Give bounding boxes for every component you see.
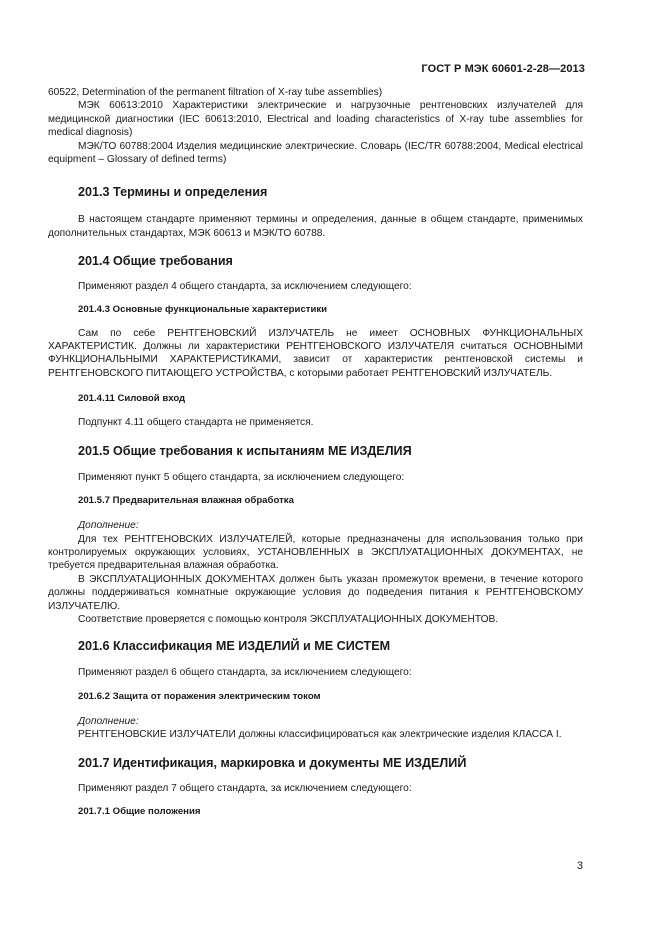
- reference-text: МЭК/ТО 60788:2004 Изделия медицинские электрические. Словарь (IEC/TR 60788:2004, Medical electrical equipment – Glossary of defined terms): [48, 140, 583, 166]
- paragraph: Применяют пункт 5 общего стандарта, за исключением следующего:: [78, 471, 405, 483]
- reference-text: 60522, Determination of the permanent filtration of X-ray tube assemblies): [48, 87, 383, 98]
- paragraph: Применяют раздел 6 общего стандарта, за исключением следующего:: [78, 667, 412, 679]
- paragraph: Сам по себе РЕНТГЕНОВСКИЙ ИЗЛУЧАТЕЛЬ не имеет ОСНОВНЫХ ФУНКЦИОНАЛЬНЫХ ХАРАКТЕРИСТИК. Должны ли характеристики РЕНТГЕНОВСКОГО ИЗЛУЧАТЕЛЯ считаться ОСНОВНЫМИ ФУНКЦИОНАЛЬНЫМИ ХАРАКТЕРИСТИКАМИ, зависит от характеристик рентгеновской системы и РЕНТГЕНОВСКОГО ПИТАЮЩЕГО УСТРОЙСТВА, с которыми работает РЕНТГЕНОВСКИЙ ИЗЛУЧАТЕЛЬ.: [48, 327, 583, 379]
- paragraph: В ЭКСПЛУАТАЦИОННЫХ ДОКУМЕНТАХ должен быть указан промежуток времени, в течение которого должны поддерживаться комнатные окружающие условия до подведения питания к РЕНТГЕНОВСКОМУ ИЗЛУЧАТЕЛЮ.: [48, 573, 583, 612]
- paragraph: В настоящем стандарте применяют термины и определения, данные в общем стандарте, применимых дополнительных стандартах, МЭК 60613 и МЭК/ТО 60788.: [48, 214, 583, 239]
- paragraph: Соответствие проверяется с помощью контроля ЭКСПЛУАТАЦИОННЫХ ДОКУМЕНТОВ.: [78, 613, 499, 625]
- subsection-heading-201-4-11: 201.4.11 Силовой вход: [78, 393, 186, 405]
- subsection-heading-201-7-1: 201.7.1 Общие положения: [78, 805, 201, 817]
- paragraph: Применяют раздел 7 общего стандарта, за исключением следующего:: [78, 782, 412, 794]
- paragraph: Для тех РЕНТГЕНОВСКИХ ИЗЛУЧАТЕЛЕЙ, которые предназначены для использования только при контролируемых окружающих условиях, УСТАНОВЛЕННЫХ в ЭКСПЛУАТАЦИОННЫХ ДОКУМЕНТАХ, не требуется предварительная влажная обработка.: [48, 533, 583, 572]
- subsection-heading-201-6-2: 201.6.2 Защита от поражения электрическим током: [78, 690, 321, 702]
- section-heading-201-5: 201.5 Общие требования к испытаниям МЕ ИЗДЕЛИЯ: [78, 443, 412, 458]
- paragraph: Применяют раздел 4 общего стандарта, за исключением следующего:: [78, 281, 412, 293]
- paragraph: Подпункт 4.11 общего стандарта не применяется.: [78, 417, 314, 429]
- subsection-heading-201-5-7: 201.5.7 Предварительная влажная обработка: [78, 495, 294, 507]
- subsection-heading-201-4-3: 201.4.3 Основные функциональные характеристики: [78, 303, 328, 315]
- section-heading-201-3: 201.3 Термины и определения: [78, 185, 268, 200]
- addition-label: Дополнение:: [78, 520, 139, 532]
- reference-text: МЭК 60613:2010 Характеристики электрические и нагрузочные рентгеновских излучателей для медицинской диагностики (IEC 60613:2010, Electrical and loading characteristics of X-ray tube assemblies for medical diagnosis): [48, 100, 583, 139]
- document-header: ГОСТ Р МЭК 60601-2-28—2013: [421, 63, 585, 75]
- page-number: 3: [576, 860, 583, 872]
- document-body: [48, 86, 583, 818]
- section-heading-201-7: 201.7 Идентификация, маркировка и документы МЕ ИЗДЕЛИЙ: [78, 755, 467, 770]
- section-heading-201-4: 201.4 Общие требования: [78, 254, 233, 269]
- section-heading-201-6: 201.6 Классификация МЕ ИЗДЕЛИЙ и МЕ СИСТЕМ: [78, 639, 391, 654]
- paragraph: РЕНТГЕНОВСКИЕ ИЗЛУЧАТЕЛИ должны классифицироваться как электрические изделия КЛАССА I.: [78, 729, 562, 741]
- addition-label: Дополнение:: [78, 715, 139, 727]
